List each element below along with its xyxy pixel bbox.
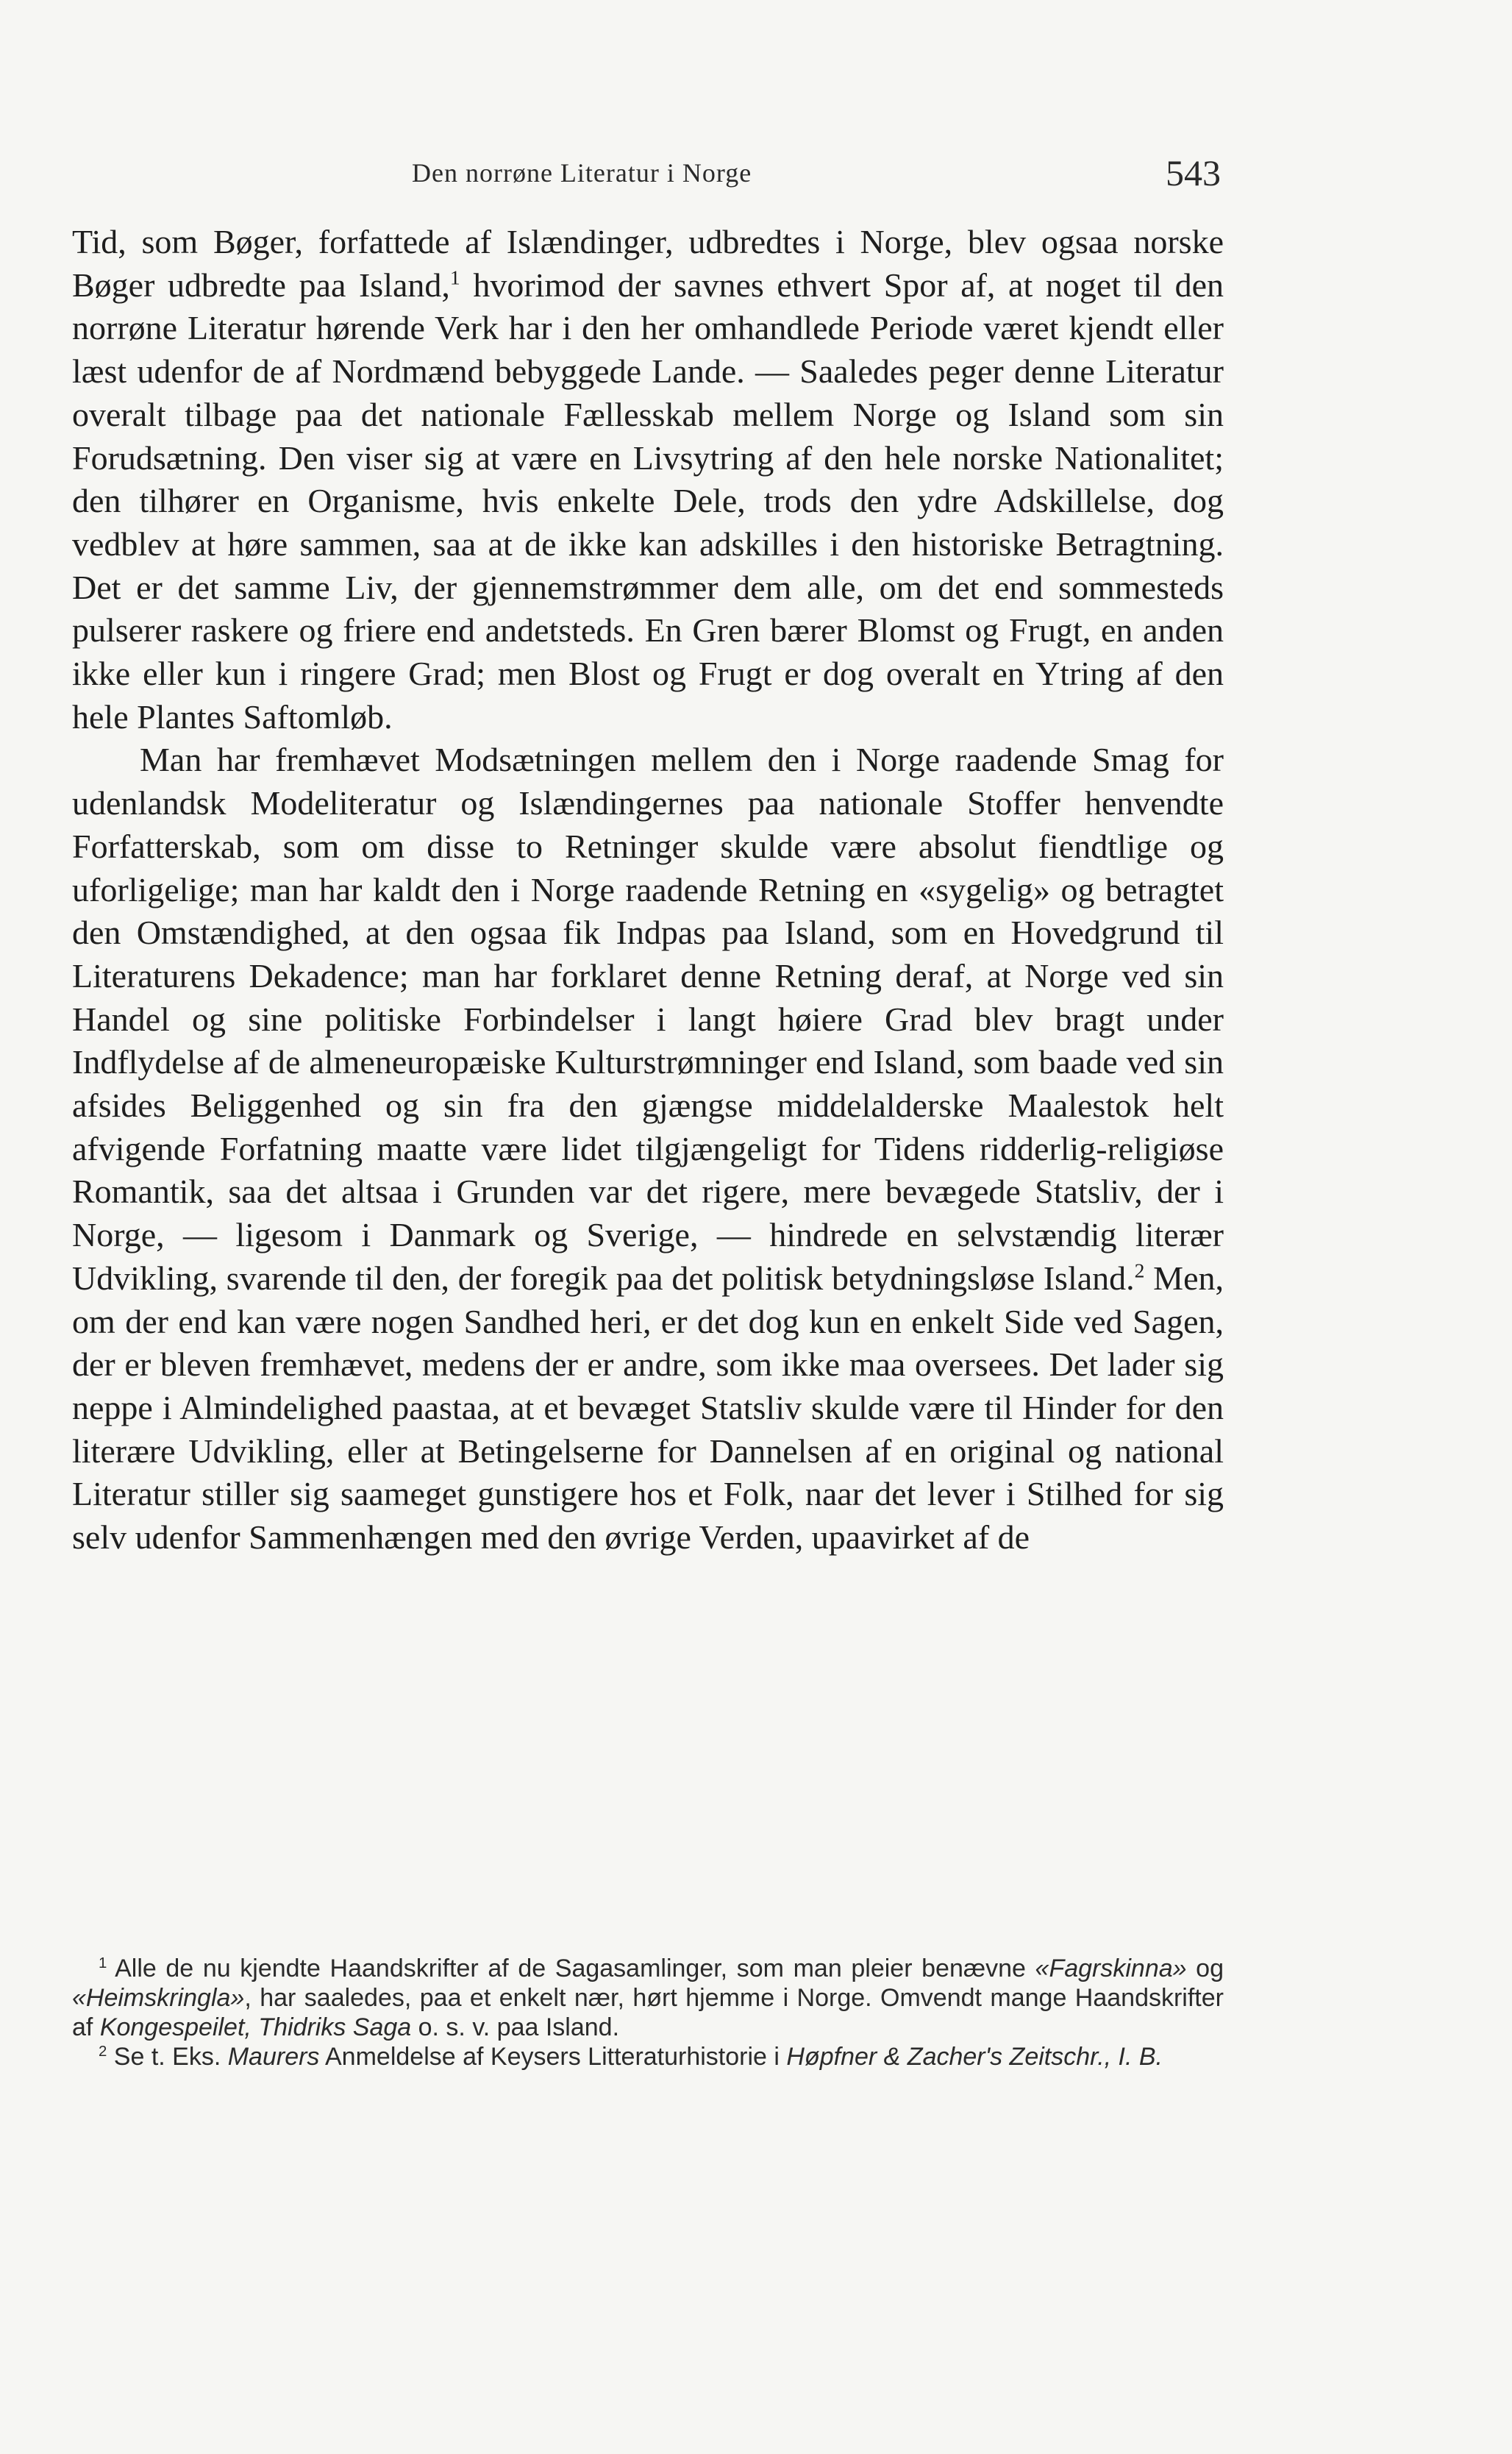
footnote-1-text: o. s. v. paa Island. bbox=[411, 2013, 620, 2041]
page-number: 543 bbox=[1166, 152, 1221, 193]
paragraph-1-part-b: hvorimod der savnes ethvert Spor af, at noget til den norrøne Literatur hørende Verk har i den her omhandlede Periode været kjendt eller læst udenfor de af Nordmænd bebyggede Lande. — Saaledes peger denne Literatur overalt tilbage paa det nationale Fællesskab mellem Norge og Island som sin Forudsætning. Den viser sig at være en Livsytring af den hele norske Nationalitet; den tilhører en Organisme, hvis enkelte Dele, trods den ydre Adskillelse, dog vedblev at høre sammen, saa at de ikke kan adskilles i den historiske Betragtning. Det er det samme Liv, der gjennemstrømmer dem alle, om det end sommesteds pulserer raskere og friere end andetsteds. En Gren bærer Blomst og Frugt, en anden ikke eller kun i ringere Grad; men Blost og Frugt er dog overalt en Ytring af den hele Plantes Saftomløb. bbox=[72, 266, 1224, 736]
page-header bbox=[412, 152, 1221, 202]
footnote-1-title-heimskringla: «Heimskringla» bbox=[72, 1984, 245, 2012]
paragraph-2-part-b: Men, om der end kan være nogen Sandhed heri, er det dog kun en enkelt Side ved Sagen, der er bleven fremhævet, medens der er andre, som ikke maa oversees. Det lader sig neppe i Almindelighed paastaa, at et bevæget Statsliv skulde være til Hinder for den literære Udvikling, eller at Betingelserne for Dannelsen af en original og national Literatur stiller sig saameget gunstigere hos et Folk, naar det lever i Stilhed for sig selv udenfor Sammenhængen med den øvrige Verden, upaavirket af de bbox=[72, 1259, 1224, 1557]
footnote-ref-2: 2 bbox=[1134, 1259, 1145, 1282]
footnote-2-author: Maurers bbox=[227, 2043, 320, 2071]
footnote-2 bbox=[72, 2042, 1224, 2071]
footnote-2-text: Se t. Eks. bbox=[107, 2043, 228, 2071]
main-text bbox=[72, 221, 1224, 1559]
footnote-1-marker: 1 bbox=[99, 1955, 107, 1971]
paragraph-1-part-a: Tid, som Bøger, forfattede af Islændinger, udbredtes i Norge, blev ogsaa norske Bøger udbredte paa Island, bbox=[72, 223, 1224, 304]
footnote-2-journal: Høpfner & Zacher's Zeitschr., I. B. bbox=[786, 2043, 1163, 2071]
paragraph-2 bbox=[72, 739, 1224, 1559]
footnote-1-text: og bbox=[1186, 1955, 1224, 1982]
footnote-2-text: Anmeldelse af Keysers Litteraturhistorie i bbox=[319, 2043, 787, 2071]
footnote-1-titles: Kongespeilet, Thidriks Saga bbox=[99, 2013, 412, 2041]
footnote-1-text: Alle de nu kjendte Haandskrifter af de Sagasamlinger, som man pleier benævne bbox=[107, 1955, 1035, 1982]
footnote-ref-1: 1 bbox=[449, 266, 460, 289]
footnote-1-text: , har saaledes, paa et enkelt nær, hørt hjemme i Norge. Omvendt mange Haandskrifter af bbox=[72, 1984, 1224, 2041]
footnotes bbox=[72, 1954, 1224, 2071]
footnote-1 bbox=[72, 1954, 1224, 2042]
footnote-2-marker: 2 bbox=[99, 2043, 107, 2060]
running-title: Den norrøne Literatur i Norge bbox=[412, 158, 752, 188]
paragraph-2-part-a: Man har fremhævet Modsætningen mellem den i Norge raadende Smag for udenlandsk Modeliteratur og Islændingernes paa nationale Stoffer henvendte Forfatterskab, som om disse to Retninger skulde være absolut fiendtlige og uforligelige; man har kaldt den i Norge raadende Retning en «sygelig» og betragtet den Omstændighed, at den ogsaa fik Indpas paa Island, som en Hovedgrund til Literaturens Dekadence; man har forklaret denne Retning deraf, at Norge ved sin Handel og sine politiske Forbindelser i langt høiere Grad blev bragt under Indflydelse af de almeneuropæiske Kulturstrømninger end Island, som baade ved sin afsides Beliggenhed og sin fra den gjængse middelalderske Maalestok helt afvigende Forfatning maatte være lidet tilgjængeligt for Tidens ridderlig-religiøse Romantik, saa det altsaa i Grunden var det rigere, mere bevægede Statsliv, der i Norge, — ligesom i Danmark og Sverige, — hindrede en selvstændig literær Udvikling, svarende til den, der foregik paa det politisk betydningsløse Island. bbox=[72, 741, 1224, 1297]
footnote-1-title-fagrskinna: «Fagrskinna» bbox=[1035, 1955, 1187, 1982]
paragraph-1 bbox=[72, 221, 1224, 739]
